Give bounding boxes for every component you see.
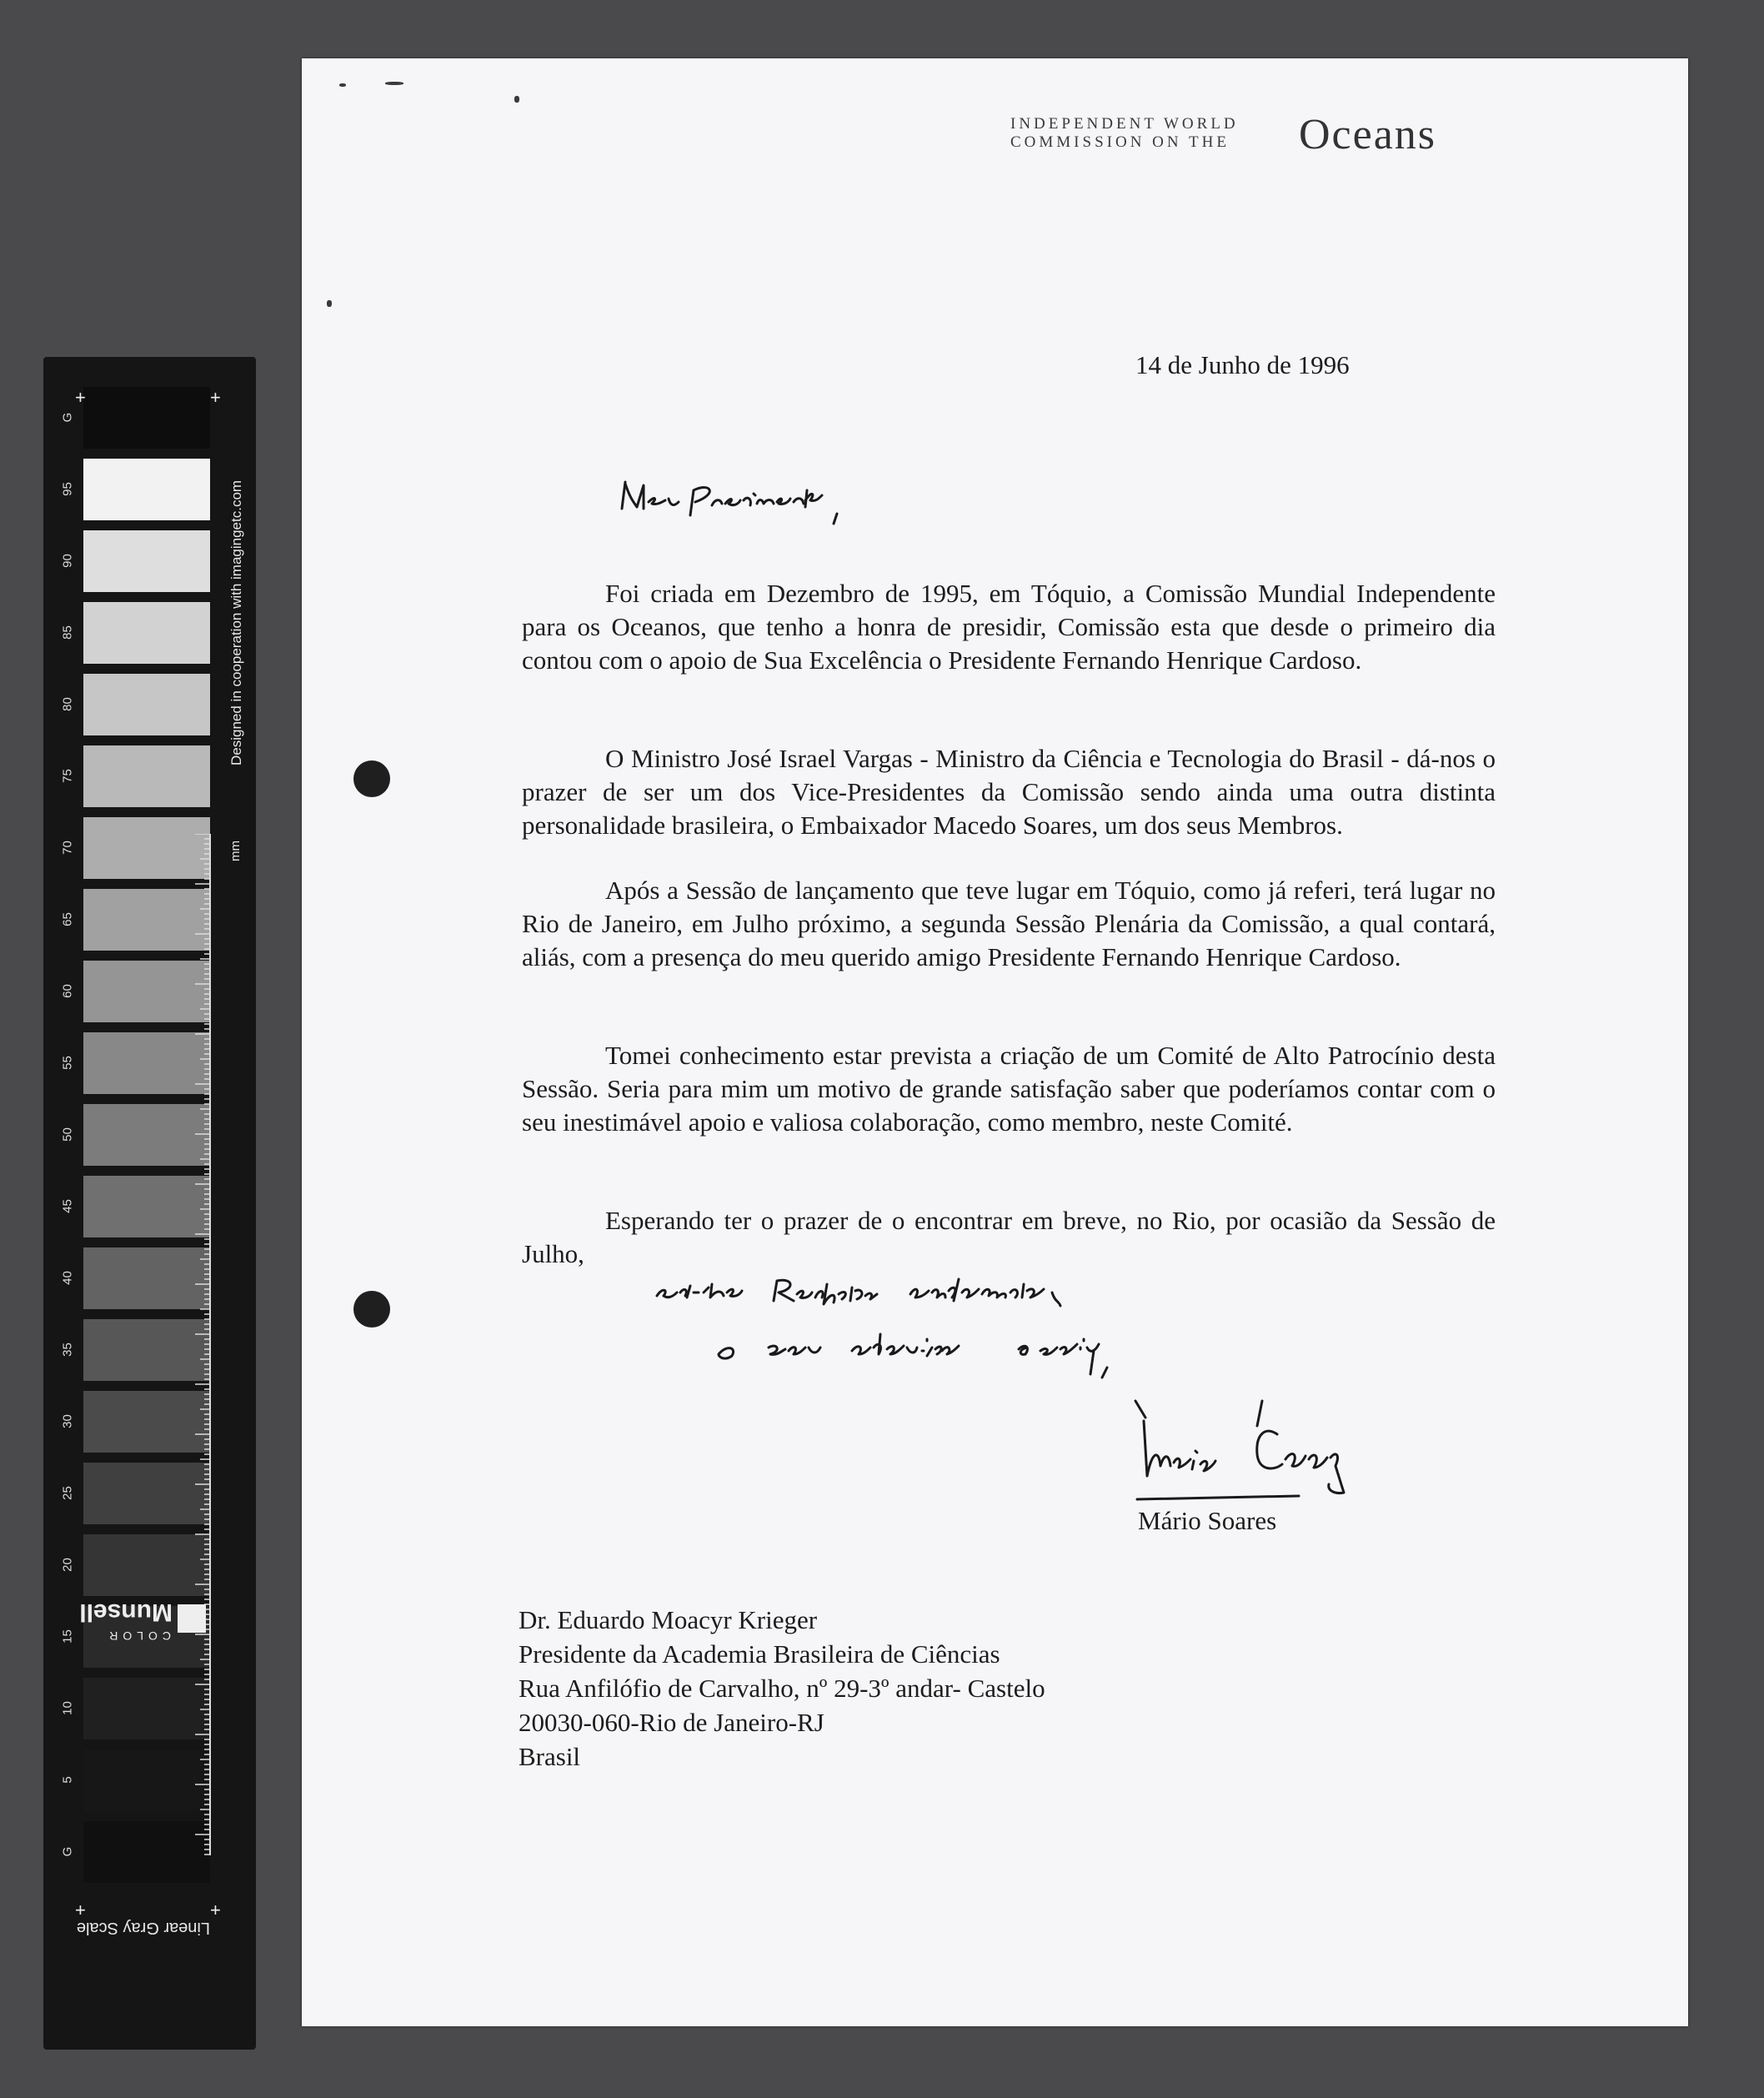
gray-swatch <box>83 1821 210 1883</box>
paragraph-3: Após a Sessão de lançamento que teve lugar em Tóquio, como já referi, terá lugar no Rio de Janeiro, em Julho próximo, a segunda Sessão Plenária da Comissão, a qual contará, aliás, com a presença do meu querido amigo Presidente Fernando Henrique Cardoso. <box>522 876 1496 971</box>
address-line-3: Rua Anfilófio de Carvalho, nº 29-3º andar- Castelo <box>519 1674 1045 1703</box>
address-line-4: 20030-060-Rio de Janeiro-RJ <box>519 1708 824 1737</box>
munsell-logo <box>46 1576 213 1676</box>
munsell-logo-icon <box>178 1604 206 1633</box>
paragraph-4: Tomei conhecimento estar prevista a criação de um Comité de Alto Patrocínio desta Sessão. Seria para mim um motivo de grande satisfação saber que poderíamos contar com o seu inestimável apoio e valiosa colaboração, como membro, neste Comité. <box>522 1041 1496 1137</box>
gray-swatch-label: 70 <box>60 841 75 855</box>
gray-swatch-label: 30 <box>60 1414 75 1428</box>
gray-swatch <box>83 1176 210 1237</box>
plus-mark: + <box>75 1900 86 1920</box>
gray-swatch <box>83 1032 210 1094</box>
gray-swatch <box>83 961 210 1022</box>
gray-swatch <box>83 674 210 735</box>
gray-swatch-label: 25 <box>60 1486 75 1500</box>
paper-speck <box>514 96 519 103</box>
gray-swatch <box>83 1391 210 1453</box>
gray-swatch-label: 45 <box>60 1199 75 1213</box>
signature <box>1110 1393 1477 1518</box>
gray-swatch-label: 60 <box>60 984 75 998</box>
gray-swatch-label: 40 <box>60 1271 75 1285</box>
recipient-address <box>519 1603 1045 1774</box>
gray-swatch <box>83 1463 210 1524</box>
gray-swatch-label: 15 <box>60 1629 75 1644</box>
gray-swatch <box>83 1749 210 1811</box>
address-line-5: Brasil <box>519 1742 581 1771</box>
signer-name: Mário Soares <box>1138 1506 1277 1535</box>
gray-swatch <box>83 459 210 520</box>
brand-name: Munsell <box>79 1599 173 1626</box>
gray-swatch-label: 10 <box>60 1701 75 1715</box>
ruler-unit: mm <box>228 841 243 861</box>
gray-swatch-label: G <box>60 412 75 423</box>
plus-mark: + <box>75 387 86 408</box>
gray-swatch-label: 65 <box>60 912 75 926</box>
gray-swatch <box>83 1319 210 1381</box>
letter-date: 14 de Junho de 1996 <box>1135 350 1350 379</box>
paragraph-2: O Ministro José Israel Vargas - Ministro da Ciência e Tecnologia do Brasil - dá-nos o prazer de ser um dos Vice-Presidentes da Comissão sendo ainda uma outra distinta personalidade brasileira, o Embaixador Macedo Soares, um dos seus Membros. <box>522 744 1496 840</box>
gray-swatch-label: 75 <box>60 769 75 783</box>
scale-credit: Designed in cooperation with imagingetc.com <box>228 479 244 765</box>
gray-swatch <box>83 387 210 449</box>
letterhead-line1: INDEPENDENT WORLD <box>1010 115 1239 133</box>
gray-swatch-label: 80 <box>60 697 75 711</box>
paper-speck <box>339 83 346 87</box>
gray-swatch <box>83 1104 210 1166</box>
address-line-1: Dr. Eduardo Moacyr Krieger <box>519 1605 818 1634</box>
gray-swatch-label: 85 <box>60 625 75 640</box>
gray-swatch <box>83 745 210 807</box>
gray-swatch <box>83 602 210 664</box>
punch-hole <box>353 760 390 797</box>
gray-swatch-label: 5 <box>60 1776 75 1784</box>
gray-swatch-label: 20 <box>60 1558 75 1572</box>
brand-sub: COLOR <box>104 1629 171 1643</box>
paper-speck <box>327 300 332 307</box>
gray-swatch <box>83 889 210 951</box>
address-line-2: Presidente da Academia Brasileira de Ciências <box>519 1639 1000 1669</box>
gray-swatch-label: 95 <box>60 482 75 496</box>
paper-speck <box>385 82 403 85</box>
gray-swatch-label: G <box>60 1846 75 1857</box>
mm-ruler <box>194 834 211 1855</box>
plus-mark: + <box>210 1900 221 1920</box>
gray-swatch-label: 50 <box>60 1127 75 1142</box>
gray-swatch-label: 35 <box>60 1343 75 1357</box>
handwritten-closing <box>652 1267 1402 1401</box>
paragraph-5: Esperando ter o prazer de o encontrar em breve, no Rio, por ocasião da Sessão de Julho, <box>522 1206 1496 1268</box>
plus-mark: + <box>210 387 221 408</box>
handwritten-salutation <box>619 465 969 532</box>
letterhead-line2: COMMISSION ON THE <box>1010 133 1230 151</box>
gray-scale-card <box>43 357 256 2050</box>
gray-swatch-label: 90 <box>60 554 75 568</box>
punch-hole <box>353 1291 390 1328</box>
gray-swatch-label: 55 <box>60 1056 75 1070</box>
gray-swatch <box>83 1247 210 1309</box>
gray-swatch <box>83 817 210 879</box>
paragraph-1: Foi criada em Dezembro de 1995, em Tóquio, a Comissão Mundial Independente para os Oceanos, que tenho a honra de presidir, Comissão esta que desde o primeiro dia contou com o apoio de Sua Excelência o Presidente Fernando Henrique Cardoso. <box>522 579 1496 675</box>
letter-page <box>302 58 1688 2026</box>
gray-swatch <box>83 1678 210 1739</box>
scale-title: Linear Gray Scale <box>76 1919 210 1937</box>
letterhead <box>1010 111 1511 173</box>
letterhead-oceans: Oceans <box>1299 111 1437 158</box>
gray-swatch <box>83 530 210 592</box>
